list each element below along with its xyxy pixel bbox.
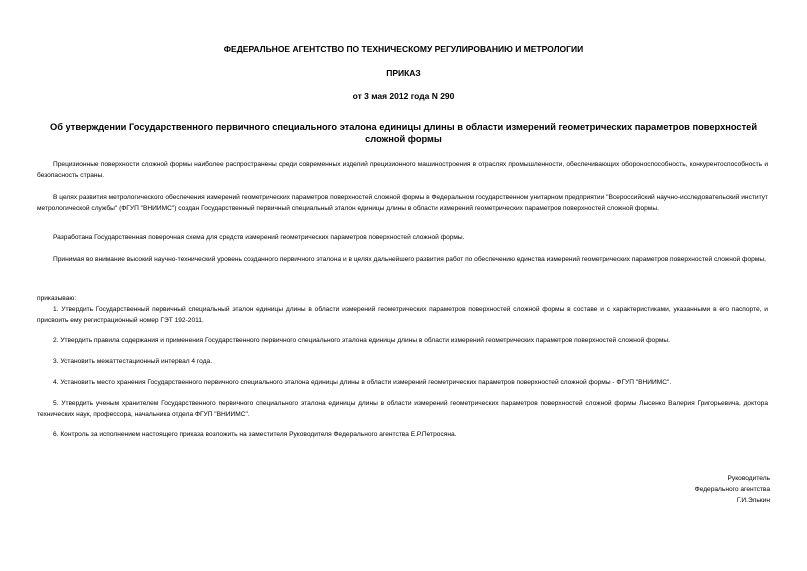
paragraph-4: Принимая во внимание высокий научно-технический уровень созданного первичного эталона и в целях дальнейшего развития работ по обеспечению единства измерений геометрических параметров поверхностей сложной формы, (53, 256, 766, 263)
paragraph-3: Разработана Государственная поверочная схема для средств измерений геометрических параметров поверхностей сложной формы. (53, 234, 465, 241)
order-item-6: 6. Контроль за исполнением настоящего приказа возложить на заместителя Руководителя Федерального агентства Е.Р.Петросяна. (53, 431, 457, 438)
order-item-5: 5. Утвердить ученым хранителем Государственного первичного специального эталона единицы длины в области измерений геометрических параметров поверхностей сложной формы Лысенко Валерия Григорьевича, доктора технических наук, профессора, начальника отдела ФГУП "ВНИИМС". (37, 400, 768, 418)
order-item-1: 1. Утвердить Государственный первичный специальный эталон единицы длины в области измерений геометрических параметров поверхностей сложной формы в составе и с характеристиками, указанными в его паспорте, и присвоить ему регистрационный номер ГЭТ 192-2011. (37, 306, 768, 324)
paragraph-2: В целях развития метрологического обеспечения измерений геометрических параметров поверхностей сложной формы в Федеральном государственном унитарном предприятии "Всероссийский научно-исследовательский институт метрологической службы" (ФГУП "ВНИИМС") создан Государственный первичный специальный эталон единицы длины в области измерений геометрических параметров поверхностей сложной формы. (37, 194, 768, 212)
document-date-number: от 3 мая 2012 года N 290 (352, 91, 455, 101)
agency-name: ФЕДЕРАЛЬНОЕ АГЕНТСТВО ПО ТЕХНИЧЕСКОМУ РЕГУЛИРОВАНИЮ И МЕТРОЛОГИИ (223, 44, 584, 54)
order-item-3: 3. Установить межаттестационный интервал 4 года. (53, 358, 213, 365)
signature-name: Г.И.Элькин (736, 497, 770, 504)
order-item-4: 4. Установить место хранения Государственного первичного специального эталона единицы длины в области измерений геометрических параметров поверхностей сложной формы - ФГУП "ВНИИМС". (53, 379, 672, 386)
signature-title: Руководитель (727, 475, 770, 482)
document-type: ПРИКАЗ (386, 68, 421, 78)
order-word: приказываю: (37, 295, 77, 302)
paragraph-1: Прецизионные поверхности сложной формы наиболее распространены среди современных изделий прецизионного машиностроения в отраслях промышленности, обеспечивающих обороноспособность, конкурентоспособность и безопасность страны. (37, 161, 768, 179)
order-item-2: 2. Утвердить правила содержания и применения Государственного первичного специального эталона единицы длины в области измерений геометрических параметров поверхностей сложной формы. (53, 337, 670, 344)
signature-agency: Федерального агентства (694, 486, 770, 493)
document-title: Об утверждении Государственного первичного специального эталона единицы длины в области измерений геометрических параметров поверхностей сложной формы (49, 122, 758, 144)
